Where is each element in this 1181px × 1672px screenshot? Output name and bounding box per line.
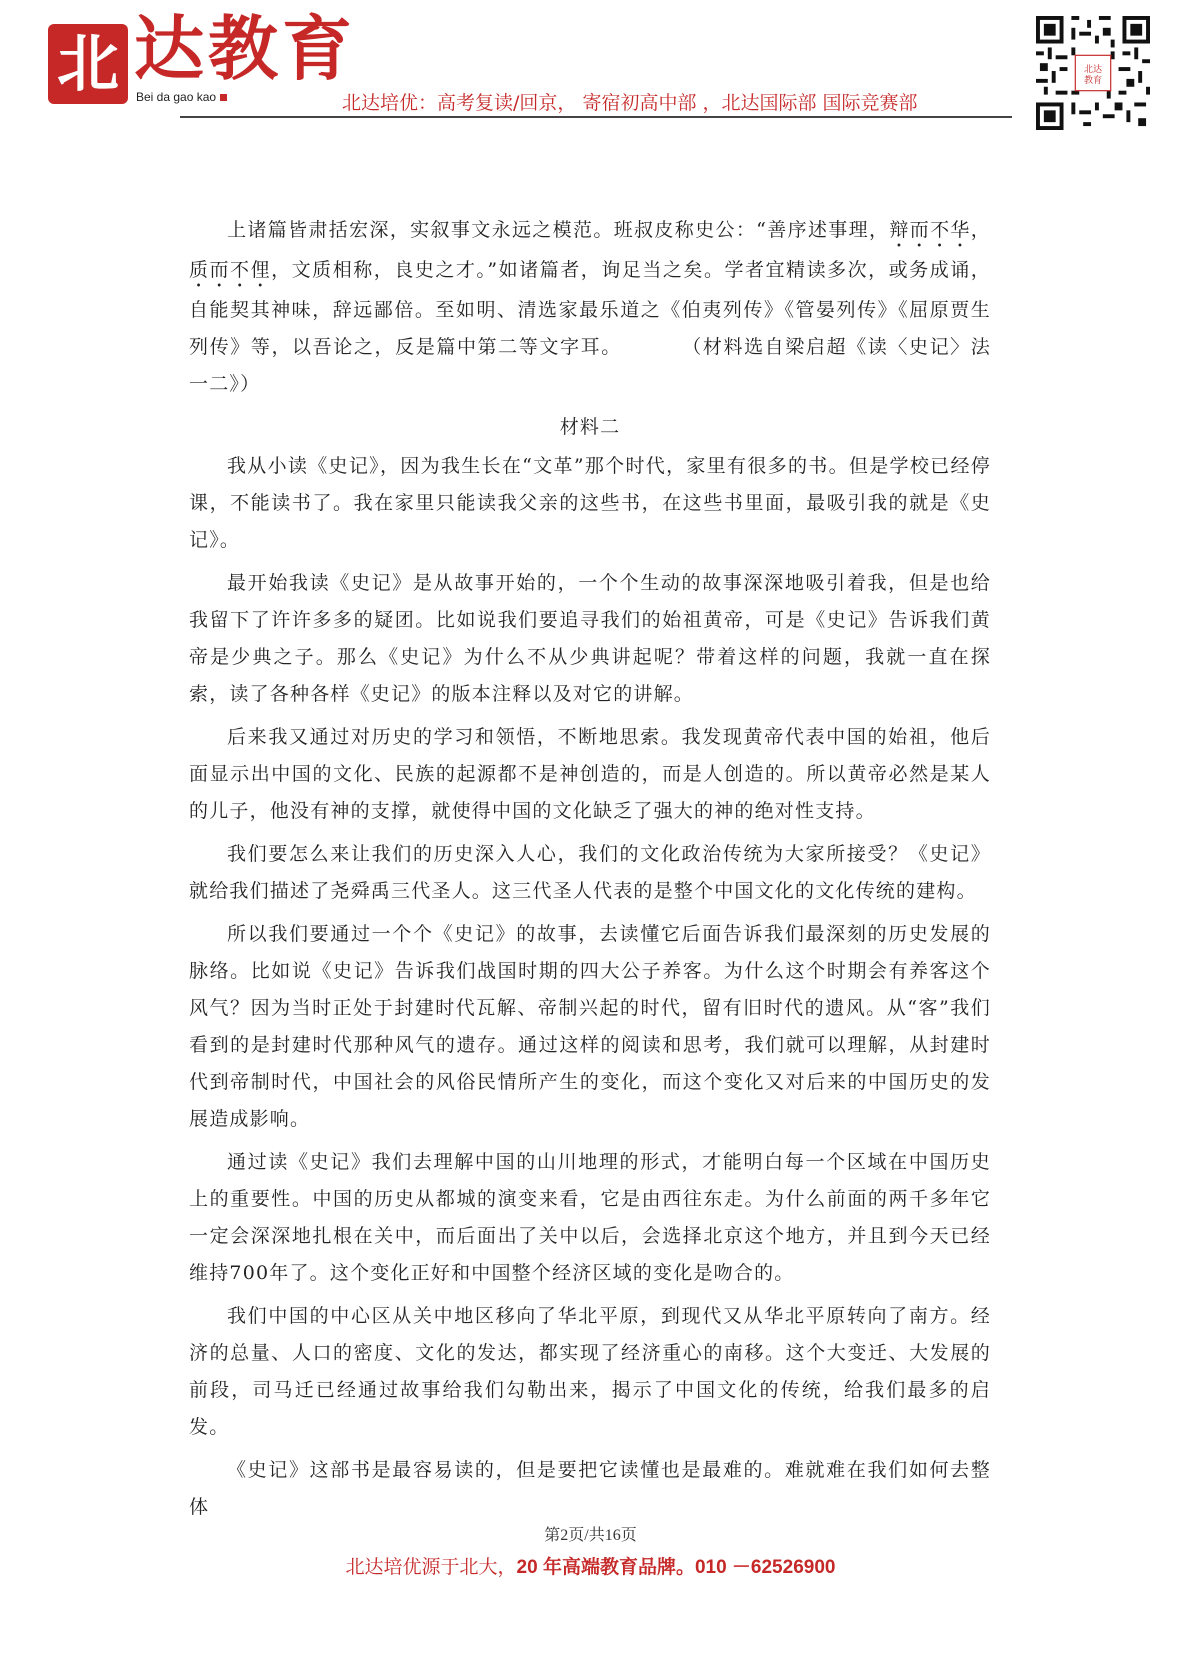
paragraph: 我从小读《史记》，因为我生长在“文革”那个时代，家里有很多的书。但是学校已经停课，不能读书了。我在家里只能读我父亲的这些书，在这些书里面，最吸引我的就是《史记》。 [189, 455, 991, 551]
header-divider [180, 116, 1012, 118]
material-one-text-1: 上诸篇皆肃括宏深，实叙事文永远之模范。班叔皮称史公：“善序述事理， [227, 219, 890, 241]
paragraph: 后来我又通过对历史的学习和领悟，不断地思索。我发现黄帝代表中国的始祖，他后面显示出中国的文化、民族的起源都不是神创造的，而是人创造的。所以黄帝必然是某人的儿子，他没有神的支撑，就使得中国的文化缺乏了强大的神的绝对性支持。 [189, 726, 991, 822]
logo-pinyin [136, 90, 227, 104]
material-one-source: （材料选自梁启超《读〈史记〉法一二》） [189, 336, 991, 395]
material-one-comma: ， [970, 219, 991, 241]
qr-code-icon [1036, 16, 1150, 130]
footer-slogan-text: 北达培优源于北大， [345, 1556, 517, 1578]
emphasis-quote-1: 辩而不华 [889, 219, 971, 241]
emphasis-quote-2: 质而不俚 [189, 259, 272, 281]
material-one-paragraph [189, 212, 991, 403]
logo-char: 北 [56, 27, 119, 100]
logo-square-icon [220, 94, 227, 101]
paragraph: 所以我们要通过一个个《史记》的故事，去读懂它后面告诉我们最深刻的历史发展的脉络。比如说《史记》告诉我们战国时期的四大公子养客。为什么这个时期会有养客这个风气？因为当时正处于封建时代瓦解、帝制兴起的时代，留有旧时代的遗风。从“客”我们看到的是封建时代那种风气的遗存。通过这样的阅读和思考，我们就可以理解，从封建时代到帝制时代，中国社会的风俗民情所产生的变化，而这个变化又对后来的中国历史的发展造成影响。 [189, 923, 991, 1130]
paragraph: 我们要怎么来让我们的历史深入人心，我们的文化政治传统为大家所接受？《史记》就给我们描述了尧舜禹三代圣人。这三代圣人代表的是整个中国文化的文化传统的建构。 [189, 843, 991, 902]
qr-center-label: 北达 [1083, 64, 1103, 75]
material-one-text-2: ，文质相称，良史之才。”如诸篇者，询足当之矣。学者宜精读多次，或务成诵，自能契其神味，辞远鄙倍。至如明、清选家最乐道之《伯夷列传》《管晏列传》《屈原贾生列传》等，以吾论之，反是篇中第二等文字耳。 [189, 259, 991, 358]
paragraph: 我们中国的中心区从关中地区移向了华北平原，到现代又从华北平原转向了南方。经济的总量、人口的密度、文化的发达，都实现了经济重心的南移。这个大变迁、大发展的前段，司马迁已经通过故事给我们勾勒出来，揭示了中国文化的传统，给我们最多的启发。 [189, 1305, 991, 1438]
footer-slogan-bold: 20 年高端教育品牌。010 －62526900 [516, 1557, 836, 1578]
paragraph: 《史记》这部书是最容易读的，但是要把它读懂也是最难的。难就难在我们如何去整体 [189, 1459, 991, 1518]
logo-pinyin-text: Bei da gao kao [136, 90, 217, 104]
page-number: 第2页/共16页 [544, 1527, 637, 1544]
logo-mark [48, 24, 128, 104]
material-two-heading: 材料二 [559, 416, 621, 438]
footer-slogan [0, 1552, 1181, 1579]
paragraph: 通过读《史记》我们去理解中国的山川地理的形式，才能明白每一个区域在中国历史上的重要性。中国的历史从都城的演变来看，它是由西往东走。为什么前面的两千多年它一定会深深地扎根在关中，而后面出了关中以后，会选择北京这个地方，并且到今天已经维持700年了。这个变化正好和中国整个经济区域的变化是吻合的。 [189, 1151, 991, 1284]
svg-text:教育: 教育 [1083, 75, 1103, 86]
paragraph: 最开始我读《史记》是从故事开始的，一个个生动的故事深深地吸引着我，但是也给我留下了许许多多的疑团。比如说我们要追寻我们的始祖黄帝，可是《史记》告诉我们黄帝是少典之子。那么《史记》为什么不从少典讲起呢？带着这样的问题，我就一直在探索，读了各种各样《史记》的版本注释以及对它的讲解。 [189, 572, 991, 705]
logo-wordmark: 达教育 [134, 7, 356, 90]
header-tagline: 北达培优：高考复读/回京， 寄宿初高中部 ，北达国际部 国际竞赛部 [342, 92, 918, 114]
document-body [189, 212, 991, 1532]
